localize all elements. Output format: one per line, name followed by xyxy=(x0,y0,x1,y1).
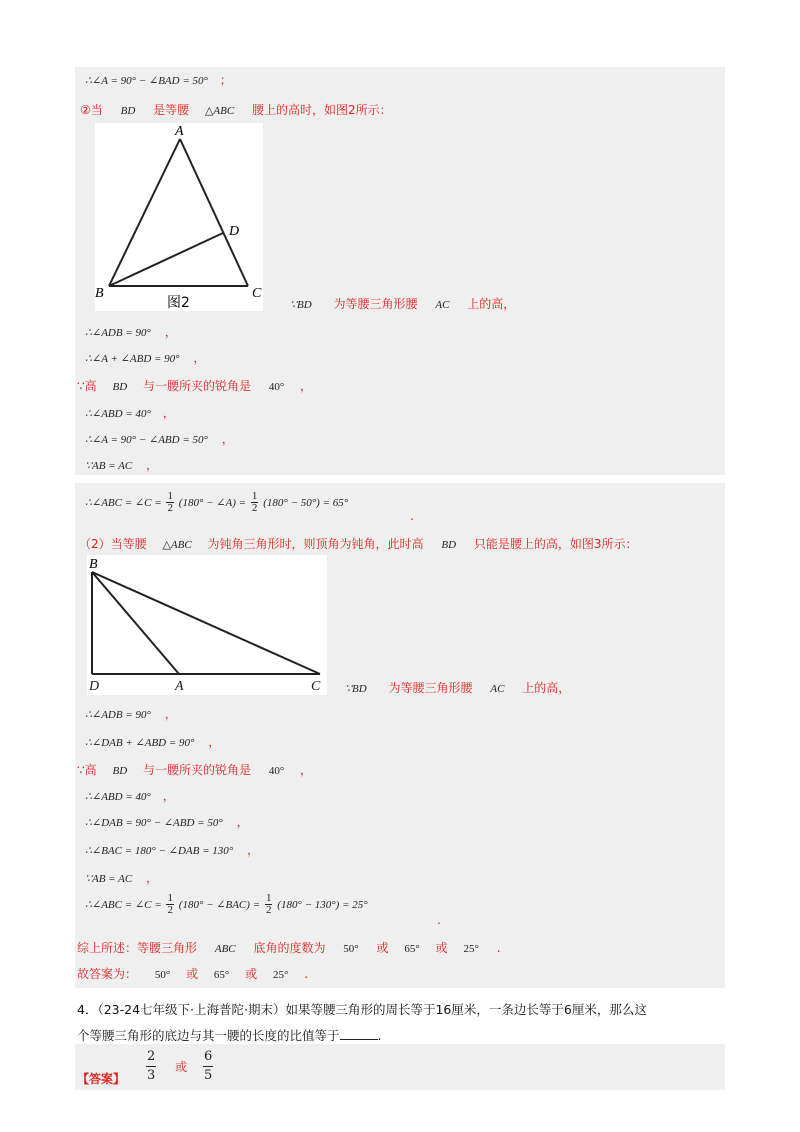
vertex-a: A xyxy=(175,124,184,139)
denominator: 2 xyxy=(265,904,272,916)
text: 与一腰所夹的锐角是 xyxy=(142,379,251,393)
acute-angle-note xyxy=(77,377,312,394)
eq-angle-a-50 xyxy=(85,71,232,88)
text: 综上所述：等腰三角形 xyxy=(77,941,198,955)
text: 或 xyxy=(186,967,199,981)
answer-label: 【答案】 xyxy=(77,1072,126,1086)
denominator: 2 xyxy=(167,904,173,916)
acute-angle-note xyxy=(77,761,312,778)
punct: . xyxy=(304,967,309,981)
text: 为钝角三角形时，则顶角为钝角，此时高 xyxy=(207,537,424,551)
eq-a-plus-abd xyxy=(85,349,205,366)
math-text: ∵AB = AC xyxy=(85,460,133,472)
text: 故答案为： xyxy=(77,967,138,981)
fraction-2-3 xyxy=(146,1048,156,1085)
punct: ， xyxy=(146,871,159,885)
vertex-d: D xyxy=(89,679,100,694)
final-answer-line xyxy=(77,965,308,982)
math-bd: BD xyxy=(441,539,457,551)
text: 上的高， xyxy=(522,681,571,695)
punct: ， xyxy=(246,843,259,857)
punct: ， xyxy=(146,458,159,472)
denominator: 3 xyxy=(147,1068,156,1083)
text: 上的高， xyxy=(467,297,516,311)
question-4-line-1: 4．（23-24七年级下·上海普陀·期末）如果等腰三角形的周长等于16厘米，一条边长等于6厘米，那么这 xyxy=(77,1002,647,1017)
punct: . xyxy=(377,1028,382,1043)
bd-altitude-note xyxy=(345,679,570,696)
figure-3 xyxy=(87,555,327,695)
punct: . xyxy=(437,913,441,927)
text: 与一腰所夹的锐角是 xyxy=(142,763,251,777)
eq-adb-90 xyxy=(85,323,177,340)
punct: . xyxy=(496,941,501,955)
math-text: ∴∠A = 90° − ∠BAD = 50° xyxy=(85,75,208,87)
numerator: 1 xyxy=(167,490,173,502)
eq-abc-25 xyxy=(85,893,368,916)
punct: ， xyxy=(208,735,221,749)
punct: . xyxy=(410,509,414,523)
fraction-half xyxy=(166,893,174,916)
math-value: 40° xyxy=(268,381,285,393)
fraction-half xyxy=(166,491,174,514)
summary-line xyxy=(77,939,501,956)
eq-abd-40 xyxy=(85,404,175,421)
fraction-half xyxy=(251,491,259,514)
math-value: 65° xyxy=(404,943,420,955)
bd-altitude-note xyxy=(290,295,515,312)
math-bd: BD xyxy=(120,105,136,117)
numerator: 6 xyxy=(203,1048,213,1067)
math-triangle: △ABC xyxy=(162,539,192,551)
fraction-half xyxy=(265,893,273,916)
math-ac: AC xyxy=(435,299,450,311)
figure-2-svg xyxy=(95,123,263,311)
math-value: 40° xyxy=(268,765,285,777)
math-bd: ∵BD xyxy=(290,299,312,311)
math-value: 50° xyxy=(343,943,359,955)
punct: ， xyxy=(193,351,206,365)
eq-bac-130 xyxy=(85,841,259,858)
punct: ， xyxy=(162,406,175,420)
text: 为等腰三角形腰 xyxy=(333,297,418,311)
math-value: 25° xyxy=(273,969,289,981)
math-text: (180° − ∠A) = xyxy=(178,497,247,509)
text: 或 xyxy=(245,967,258,981)
text: 是等腰 xyxy=(153,103,190,117)
vertex-a: A xyxy=(175,679,184,694)
numerator: 1 xyxy=(251,490,258,502)
eq-abc-65 xyxy=(85,491,348,514)
math-text: (180° − 50°) = 65° xyxy=(263,497,349,509)
math-text: ∴∠BAC = 180° − ∠DAB = 130° xyxy=(85,845,234,857)
case-label: ②当 xyxy=(80,103,103,117)
punct: ， xyxy=(300,763,313,777)
math-text: (180° − 130°) = 25° xyxy=(277,899,368,911)
text: 底角的度数为 xyxy=(253,941,326,955)
side-ba xyxy=(92,572,179,674)
side-ac xyxy=(180,139,248,286)
solution-panel-1 xyxy=(75,67,725,475)
fraction-6-5 xyxy=(203,1048,213,1085)
text: 或 xyxy=(435,941,448,955)
math-text: (180° − ∠BAC) = xyxy=(178,899,261,911)
eq-dab-50 xyxy=(85,813,249,830)
math-bd: BD xyxy=(112,381,128,393)
math-text: ∴∠ABC = ∠C = xyxy=(85,899,162,911)
math-text: ∴∠ADB = 90° xyxy=(85,709,151,721)
vertex-c: C xyxy=(252,286,262,301)
math-ac: AC xyxy=(490,683,505,695)
numerator: 2 xyxy=(146,1048,156,1067)
figure-caption: 图2 xyxy=(167,295,190,311)
eq-dab-plus-abd xyxy=(85,733,220,750)
math-text: ∴∠ABD = 40° xyxy=(85,791,151,803)
punct: ， xyxy=(162,789,175,803)
text: 为等腰三角形腰 xyxy=(388,681,473,695)
text: 个等腰三角形的底边与其一腰的长度的比值等于 xyxy=(77,1028,340,1043)
punct: ， xyxy=(300,379,313,393)
numerator: 1 xyxy=(265,892,272,904)
math-text: ∴∠DAB = 90° − ∠ABD = 50° xyxy=(85,817,223,829)
math-text: ∴∠ABC = ∠C = xyxy=(85,497,162,509)
math-text: ∴∠A = 90° − ∠ABD = 50° xyxy=(85,434,208,446)
numerator: 1 xyxy=(167,892,173,904)
math-value: 25° xyxy=(463,943,479,955)
math-text: ∴∠A + ∠ABD = 90° xyxy=(85,353,180,365)
vertex-d: D xyxy=(229,224,240,239)
side-bc xyxy=(92,572,320,674)
denominator: 2 xyxy=(251,502,258,514)
math-text: ∴∠ABD = 40° xyxy=(85,408,151,420)
text: ∵高 xyxy=(77,763,97,777)
answer-blank xyxy=(340,1029,378,1040)
denominator: 5 xyxy=(203,1068,213,1083)
punct: ， xyxy=(164,325,177,339)
vertex-b: B xyxy=(89,557,98,572)
altitude-bd xyxy=(109,233,223,286)
question-4-line-2 xyxy=(77,1026,382,1044)
math-bd: ∵BD xyxy=(345,683,367,695)
eq-a-50 xyxy=(85,430,234,447)
math-abc: ABC xyxy=(214,943,236,955)
punct: ， xyxy=(164,707,177,721)
math-bd: BD xyxy=(112,765,128,777)
math-text: ∴∠ADB = 90° xyxy=(85,327,151,339)
vertex-b: B xyxy=(95,286,104,301)
punct: ， xyxy=(221,432,234,446)
text: 或 xyxy=(376,941,389,955)
eq-ab-ac xyxy=(85,456,158,473)
vertex-c: C xyxy=(311,679,321,694)
text: 只能是腰上的高，如图3所示： xyxy=(473,537,638,551)
math-triangle: △ABC xyxy=(204,105,235,117)
eq-ab-ac xyxy=(85,869,158,886)
text: （2）当等腰 xyxy=(79,537,147,551)
eq-adb-90 xyxy=(85,705,177,722)
math-text: ∵AB = AC xyxy=(85,873,133,885)
math-value: 65° xyxy=(213,969,230,981)
solution-panel-2 xyxy=(75,483,725,988)
text: 腰上的高时，如图2所示： xyxy=(252,103,392,117)
side-ab xyxy=(109,139,180,286)
answer-panel xyxy=(75,1044,725,1090)
figure-2 xyxy=(95,123,263,311)
figure-3-svg xyxy=(87,555,327,695)
punct: ； xyxy=(219,73,232,87)
denominator: 2 xyxy=(167,502,173,514)
answer-values xyxy=(145,1048,214,1085)
text: ∵高 xyxy=(77,379,97,393)
case-obtuse-heading xyxy=(79,535,638,552)
case-2-heading xyxy=(80,101,392,118)
text: 或 xyxy=(175,1060,188,1074)
math-text: ∴∠DAB + ∠ABD = 90° xyxy=(85,737,195,749)
punct: ， xyxy=(236,815,249,829)
eq-abd-40 xyxy=(85,787,175,804)
math-value: 50° xyxy=(154,969,171,981)
